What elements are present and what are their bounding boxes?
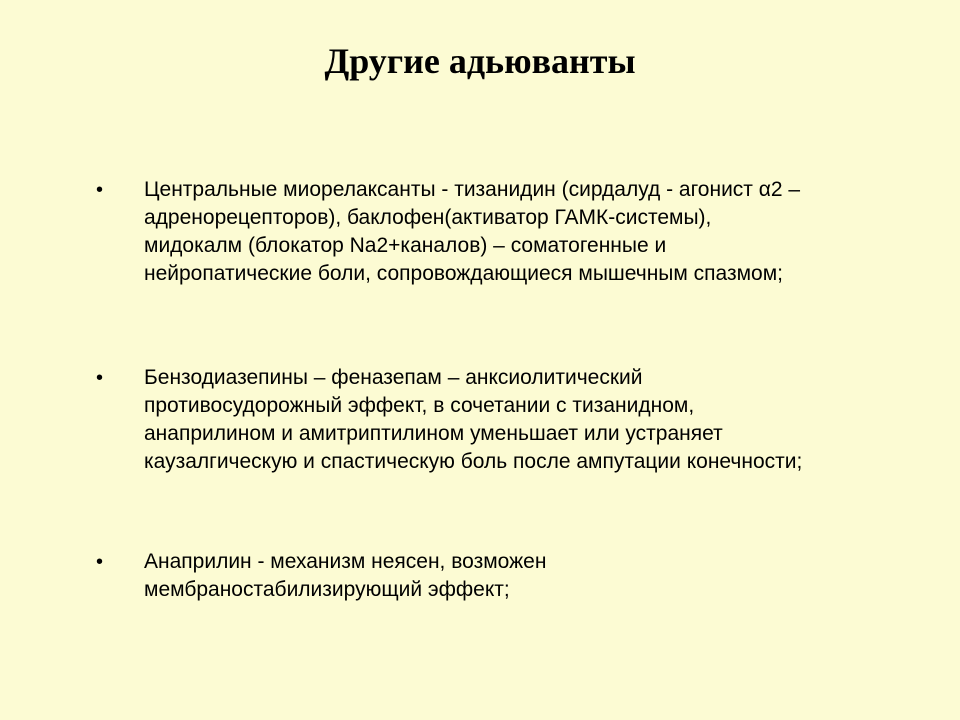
bullet-dot-icon: • [96, 179, 104, 201]
bullet-text-2: Бензодиазепины – феназепам – анксиолитический противосудорожный эффект, в сочетании с тизанидном, анаприлином и амитриптилином уменьшает или устраняет каузалгическую и спастическую боль после ампутации конечности; [144, 366, 803, 473]
bullet-text-3: Анаприлин - механизм неясен, возможен мембраностабилизирующий эффект; [144, 550, 547, 601]
slide-title: Другие адьюванты [324, 41, 636, 81]
bullet-item-3 [96, 548, 886, 604]
bullet-item-2 [96, 364, 886, 476]
bullet-item-1 [96, 176, 886, 288]
bullet-text-1: Центральные миорелаксанты - тизанидин (сирдалуд - агонист α2 – адренорецепторов), баклофен(активатор ГАМК-системы), мидокалм (блокатор Na2+каналов) – соматогенные и нейропатические боли, сопровождающиеся мышечным спазмом; [144, 178, 801, 285]
bullet-dot-icon: • [96, 551, 104, 573]
bullet-dot-icon: • [96, 367, 104, 389]
